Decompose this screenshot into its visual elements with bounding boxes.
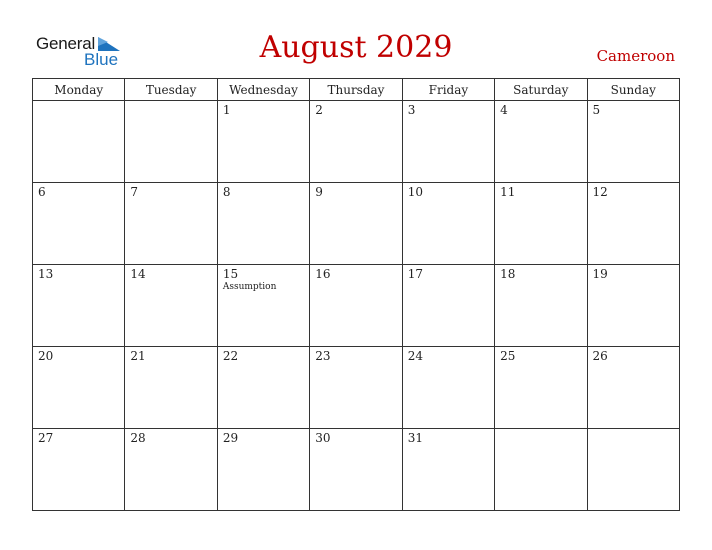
day-cell (125, 347, 217, 429)
day-number: 2 (315, 103, 323, 117)
day-cell (495, 265, 587, 347)
weekday-header: Wednesday (217, 79, 309, 101)
day-cell (125, 101, 217, 183)
week-row (33, 347, 680, 429)
weekday-header: Monday (33, 79, 125, 101)
logo-general-text: General (36, 34, 96, 53)
day-cell (310, 183, 402, 265)
day-number: 3 (407, 103, 416, 117)
day-cell (217, 429, 309, 511)
day-number: 14 (130, 267, 146, 281)
day-number: 24 (407, 349, 423, 363)
day-number: 29 (222, 431, 239, 445)
day-cell (495, 183, 587, 265)
day-cell (217, 347, 309, 429)
week-row (33, 183, 680, 265)
day-cell (402, 265, 494, 347)
day-cell (402, 347, 494, 429)
calendar-grid (32, 78, 680, 511)
day-cell (33, 101, 125, 183)
day-cell (402, 183, 494, 265)
day-number: 6 (38, 185, 46, 199)
day-cell (402, 429, 494, 511)
day-number: 21 (130, 349, 146, 363)
day-number: 8 (222, 185, 231, 199)
calendar-title: August 2029 (259, 30, 453, 65)
day-number: 20 (38, 349, 54, 363)
day-number: 23 (315, 349, 331, 363)
day-cell-holiday (217, 265, 309, 347)
day-number: 11 (500, 185, 516, 199)
day-number: 19 (592, 267, 608, 281)
day-cell (402, 101, 494, 183)
day-cell (125, 183, 217, 265)
day-cell (33, 347, 125, 429)
day-number: 31 (407, 431, 423, 445)
day-cell (495, 101, 587, 183)
holiday-label: Assumption (222, 282, 277, 292)
day-number: 1 (222, 103, 231, 117)
day-number: 4 (500, 103, 508, 117)
day-cell (587, 265, 679, 347)
day-cell (125, 429, 217, 511)
day-number: 5 (592, 103, 601, 117)
day-number: 10 (407, 185, 423, 199)
day-number: 12 (592, 185, 608, 199)
day-number: 13 (38, 267, 54, 281)
day-cell (587, 347, 679, 429)
day-number: 18 (500, 267, 516, 281)
week-row (33, 429, 680, 511)
day-number: 9 (315, 185, 323, 199)
day-number: 27 (38, 431, 54, 445)
day-cell (33, 429, 125, 511)
day-cell (495, 347, 587, 429)
day-cell (217, 101, 309, 183)
day-number: 22 (222, 349, 239, 363)
weekday-header: Saturday (495, 79, 587, 101)
weekday-header: Sunday (587, 79, 679, 101)
day-cell (495, 429, 587, 511)
day-number: 15 (222, 267, 239, 281)
day-cell (33, 265, 125, 347)
weekday-header: Tuesday (125, 79, 217, 101)
day-cell (310, 265, 402, 347)
weekday-header: Friday (402, 79, 494, 101)
weekday-header: Thursday (310, 79, 402, 101)
day-number: 17 (407, 267, 423, 281)
day-cell (587, 429, 679, 511)
day-cell (310, 347, 402, 429)
day-cell (310, 101, 402, 183)
logo-blue-text: Blue (84, 50, 119, 69)
weekday-header-row (33, 79, 680, 101)
day-cell (587, 101, 679, 183)
day-number: 28 (130, 431, 146, 445)
week-row (33, 265, 680, 347)
day-number: 16 (315, 267, 331, 281)
day-cell (125, 265, 217, 347)
day-number: 25 (500, 349, 516, 363)
day-cell (33, 183, 125, 265)
day-cell (310, 429, 402, 511)
day-cell (217, 183, 309, 265)
day-number: 26 (592, 349, 608, 363)
day-cell (587, 183, 679, 265)
country-label: Cameroon (596, 47, 675, 65)
day-number: 7 (130, 185, 139, 199)
week-row (33, 101, 680, 183)
day-number: 30 (315, 431, 331, 445)
